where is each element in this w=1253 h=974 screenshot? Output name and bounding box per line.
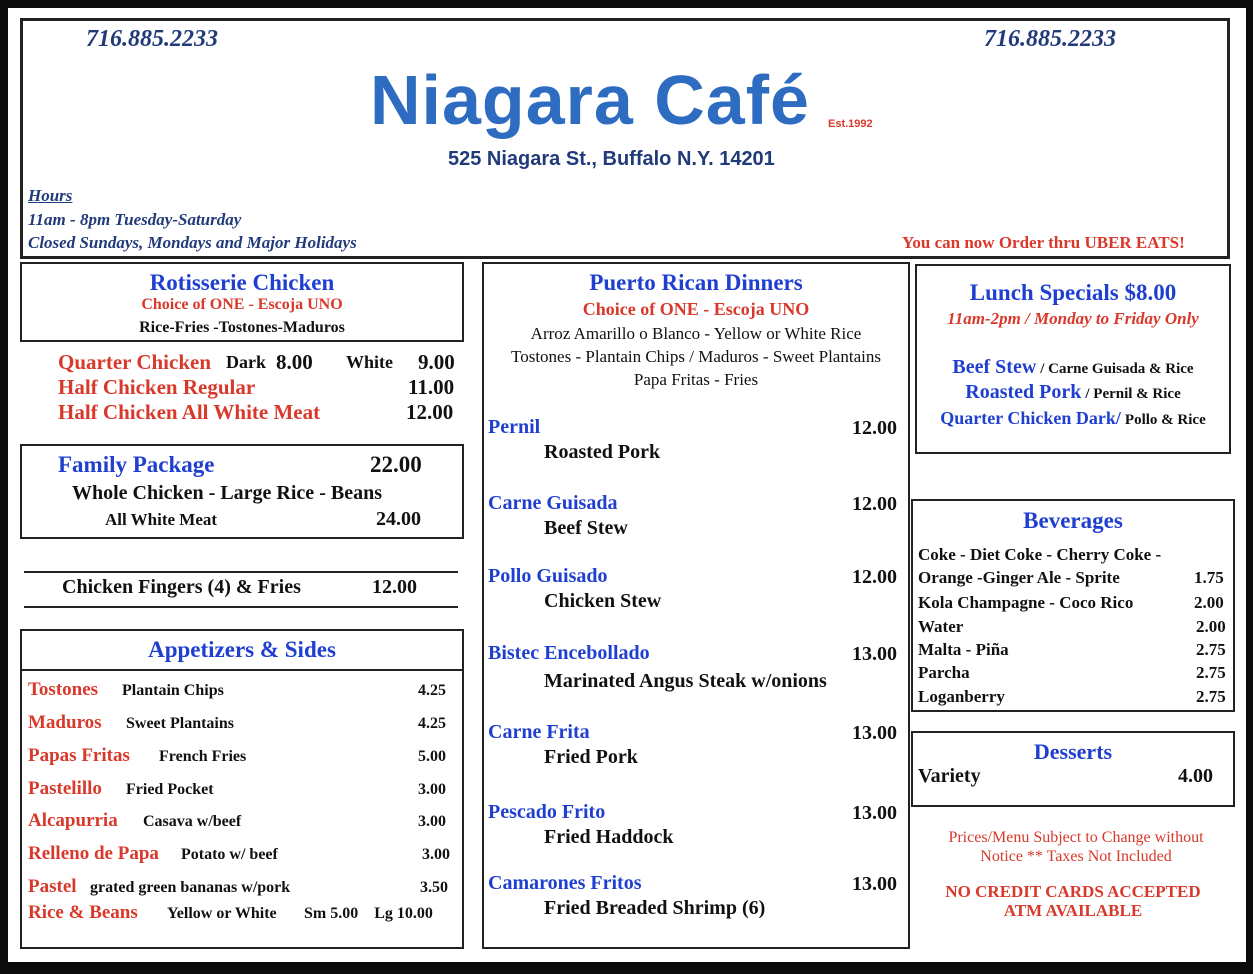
appetizer-price: 4.25 [418,682,446,699]
beverage-price: 2.00 [1196,617,1226,636]
family-package-title: Family Package [58,452,215,477]
appetizer-desc: French Fries [159,748,247,765]
hours-line-1: 11am - 8pm Tuesday-Saturday [28,210,242,229]
appetizer-name: Tostones [28,679,99,700]
quarter-chicken-white-label: White [346,352,393,372]
pr-dinners-sides-3: Papa Fritas - Fries [633,370,759,389]
beverage-name: Parcha [918,663,970,682]
quarter-chicken-white-price: 9.00 [418,350,455,374]
appetizer-name: Maduros [28,712,102,733]
dinner-price: 12.00 [852,417,897,439]
beverages-title: Beverages [1023,508,1123,533]
lunch-item-desc: / Pernil & Rice [1085,386,1181,402]
appetizer-desc: Potato w/ beef [181,846,278,863]
appetizer-desc: Casava w/beef [143,813,242,830]
pr-dinners-title: Puerto Rican Dinners [589,270,803,295]
family-white-label: All White Meat [105,510,218,529]
appetizer-desc: Sweet Plantains [126,715,234,732]
half-chicken-regular-name: Half Chicken Regular [58,375,256,399]
dinner-desc: Beef Stew [544,517,628,539]
hours-label: Hours [28,186,73,205]
pr-dinners-sides-1: Arroz Amarillo o Blanco - Yellow or White Rice [530,324,862,343]
desserts-title: Desserts [1033,739,1113,764]
appetizer-price: 3.00 [418,781,446,798]
address: 525 Niagara St., Buffalo N.Y. 14201 [448,148,775,170]
dinner-desc: Roasted Pork [544,441,661,463]
half-chicken-white-price: 12.00 [406,400,454,424]
dinner-name: Carne Frita [488,721,590,743]
atm-available: ATM AVAILABLE [1003,901,1143,920]
quarter-chicken-dark-label: Dark [226,352,266,372]
dinner-price: 13.00 [852,873,897,895]
lunch-item-name: Roasted Pork [965,381,1082,403]
beverage-price: 2.75 [1196,663,1226,682]
fingers-bottom-rule [24,606,458,608]
lunch-item-desc: / Carne Guisada & Rice [1040,361,1194,377]
appetizer-name: Relleno de Papa [28,843,159,864]
lunch-item [915,356,1231,379]
appetizer-price: 3.00 [422,846,450,863]
rotisserie-choice: Choice of ONE - Escoja UNO [141,296,343,313]
lunch-title: Lunch Specials $8.00 [969,280,1177,305]
family-package-price: 22.00 [370,452,422,477]
lunch-hours: 11am-2pm / Monday to Friday Only [947,309,1199,328]
lunch-item [915,381,1231,404]
quarter-chicken-dark-price: 8.00 [276,350,313,374]
half-chicken-regular-price: 11.00 [408,375,455,399]
beverage-name: Water [918,617,964,636]
appetizer-name: Pastelillo [28,778,102,799]
dinner-name: Bistec Encebollado [488,642,650,664]
quarter-chicken-name: Quarter Chicken [58,350,212,374]
dinner-name: Pescado Frito [488,801,606,823]
dinner-desc: Fried Breaded Shrimp (6) [544,897,766,919]
family-package-desc: Whole Chicken - Large Rice - Beans [72,482,382,504]
dinner-price: 13.00 [852,802,897,824]
appetizer-price: 3.00 [418,813,446,830]
appetizer-name: Pastel [28,876,77,897]
appetizer-price: 5.00 [418,748,446,765]
no-credit-cards: NO CREDIT CARDS ACCEPTED [945,882,1201,901]
beverage-price: 2.75 [1196,687,1226,706]
appetizer-name: Rice & Beans [28,902,138,923]
dinner-desc: Marinated Angus Steak w/onions [544,670,827,692]
menu-page [8,8,1246,962]
lunch-item [915,408,1231,429]
dinner-name: Camarones Fritos [488,872,642,894]
dinner-name: Pernil [488,416,541,438]
beverage-name: Kola Champagne - Coco Rico [918,593,1134,612]
appetizer-desc: Fried Pocket [126,781,214,798]
dessert-name: Variety [918,765,981,787]
chicken-fingers-price: 12.00 [372,576,417,598]
lunch-item-name: Quarter Chicken Dark/ [940,408,1121,428]
dinner-price: 13.00 [852,722,897,744]
beverage-price: 2.75 [1196,640,1226,659]
beverage-line-0: Coke - Diet Coke - Cherry Coke - [918,545,1162,564]
half-chicken-white-name: Half Chicken All White Meat [58,400,321,424]
chicken-fingers-label: Chicken Fingers (4) & Fries [62,576,301,598]
appetizer-price: 3.50 [420,879,448,896]
dinner-desc: Chicken Stew [544,590,662,612]
appetizer-desc: Plantain Chips [122,682,224,699]
phone-right: 716.885.2233 [984,26,1116,52]
appetizer-desc: grated green bananas w/pork [90,879,291,896]
lunch-item-desc: Pollo & Rice [1124,412,1206,428]
beverage-name: Orange -Ginger Ale - Sprite [918,568,1120,587]
fingers-top-rule [24,571,458,573]
phone-left: 716.885.2233 [86,26,218,52]
lunch-item-name: Beef Stew [952,356,1037,378]
appetizer-price: 4.25 [418,715,446,732]
page-title: Niagara Café [370,61,810,139]
dinner-desc: Fried Haddock [544,826,674,848]
appetizer-name: Papas Fritas [28,745,130,766]
dinner-price: 12.00 [852,566,897,588]
family-white-price: 24.00 [376,508,421,530]
dinner-price: 13.00 [852,643,897,665]
pr-dinners-choice: Choice of ONE - Escoja UNO [582,299,810,319]
appetizer-price: Sm 5.00 Lg 10.00 [304,905,433,922]
beverage-name: Loganberry [918,687,1005,706]
rotisserie-sides: Rice-Fries -Tostones-Maduros [139,319,345,336]
appetizer-desc: Yellow or White [167,905,277,922]
dinner-name: Pollo Guisado [488,565,608,587]
beverage-name: Malta - Piña [918,640,1009,659]
beverage-price: 1.75 [1194,568,1224,587]
appetizers-title: Appetizers & Sides [148,637,336,662]
price-notice: Prices/Menu Subject to Change without Notice ** Taxes Not Included [948,829,1204,865]
dinner-price: 12.00 [852,493,897,515]
dinner-name: Carne Guisada [488,492,618,514]
est-label: Est.1992 [828,118,873,130]
rotisserie-title: Rotisserie Chicken [149,270,335,295]
dessert-price: 4.00 [1178,765,1213,787]
hours-line-2: Closed Sundays, Mondays and Major Holidays [28,233,357,252]
dinner-desc: Fried Pork [544,746,638,768]
pr-dinners-sides-2: Tostones - Plantain Chips / Maduros - Sweet Plantains [511,347,881,366]
beverage-price: 2.00 [1194,593,1224,612]
appetizer-name: Alcapurria [28,810,118,831]
uber-eats-note: You can now Order thru UBER EATS! [902,233,1185,252]
